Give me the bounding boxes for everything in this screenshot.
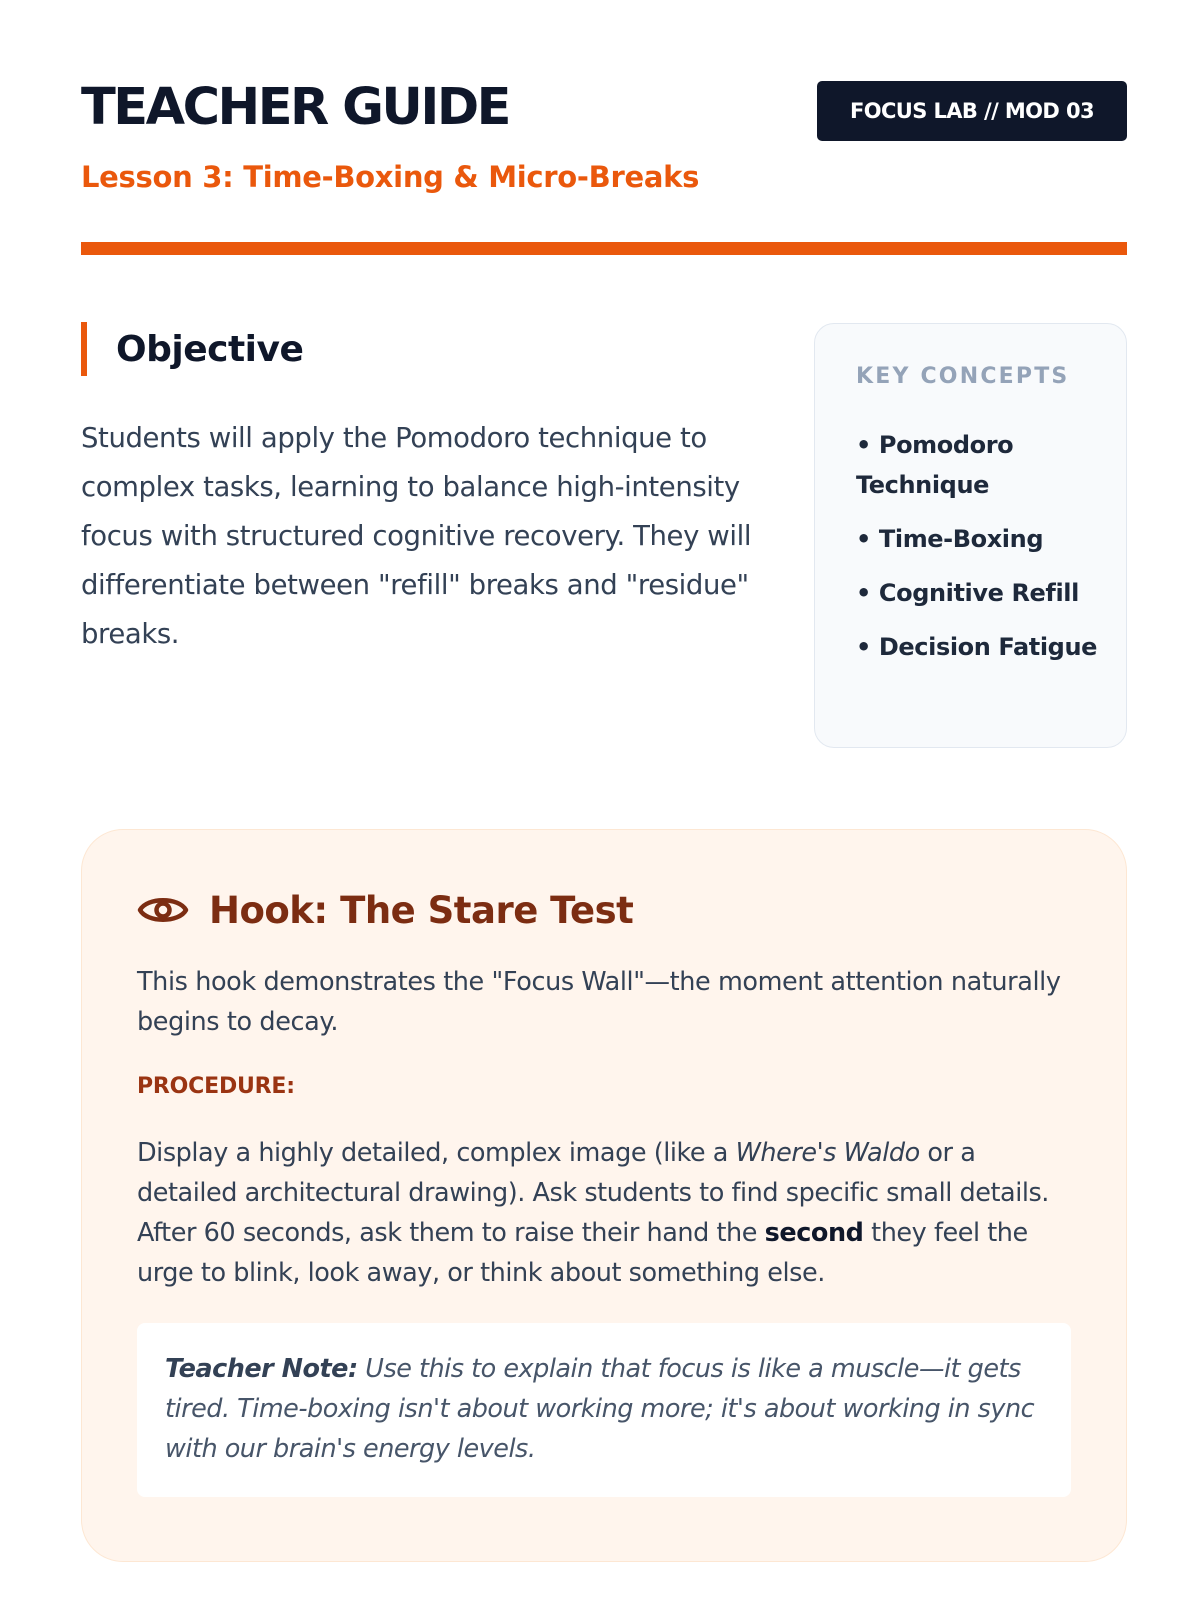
hook-title: Hook: The Stare Test [209, 888, 634, 932]
teacher-note-label: Teacher Note: [165, 1354, 358, 1384]
lesson-subtitle: Lesson 3: Time-Boxing & Micro-Breaks [81, 160, 700, 194]
objective-text: Students will apply the Pomodoro technique to complex tasks, learning to balance high-intensity focus with structured cognitive recovery. They will differentiate between "refill" breaks and "residue" breaks. [81, 422, 752, 650]
hook-intro: This hook demonstrates the "Focus Wall"—the moment attention naturally begins to decay. [137, 967, 1061, 1037]
procedure-text-part: Display a highly detailed, complex image (like a [137, 1138, 736, 1168]
procedure-label: PROCEDURE: [137, 1074, 295, 1099]
key-concept-item: • Pomodoro Technique [856, 431, 1014, 499]
procedure-text-part: or a detailed architectural drawing). Ask students to find specific small details. After 60 seconds, ask them to raise their hand the [137, 1138, 1049, 1248]
page-title: TEACHER GUIDE [81, 78, 509, 137]
hook-heading [137, 886, 1071, 934]
teacher-note-text: Use this to explain that focus is like a muscle—it gets tired. Time-boxing isn't about working more; it's about working in sync with our brain's energy levels. [165, 1354, 1035, 1464]
procedure-text-part: they feel the urge to blink, look away, or think about something else. [137, 1218, 1028, 1288]
key-concept-item: • Decision Fatigue [856, 633, 1098, 661]
key-concepts-list [856, 425, 1104, 667]
page-header [81, 70, 1127, 270]
objective-accent-bar [81, 322, 87, 376]
header-divider [81, 242, 1127, 255]
key-concepts-card [814, 323, 1127, 748]
module-badge: FOCUS LAB // MOD 03 [817, 81, 1127, 141]
objective-title: Objective [116, 328, 304, 370]
hook-card [81, 829, 1127, 1562]
objective-section [81, 322, 781, 659]
teacher-note [137, 1323, 1071, 1497]
eye-icon [137, 891, 189, 929]
key-concept-item: • Cognitive Refill [856, 579, 1079, 607]
key-concepts-title: KEY CONCEPTS [856, 364, 1070, 389]
procedure-text [137, 1133, 1071, 1293]
objective-heading [81, 322, 781, 376]
procedure-text-bold: second [764, 1218, 864, 1248]
key-concept-item: • Time-Boxing [856, 525, 1044, 553]
procedure-text-italic: Where's Waldo [735, 1138, 920, 1168]
